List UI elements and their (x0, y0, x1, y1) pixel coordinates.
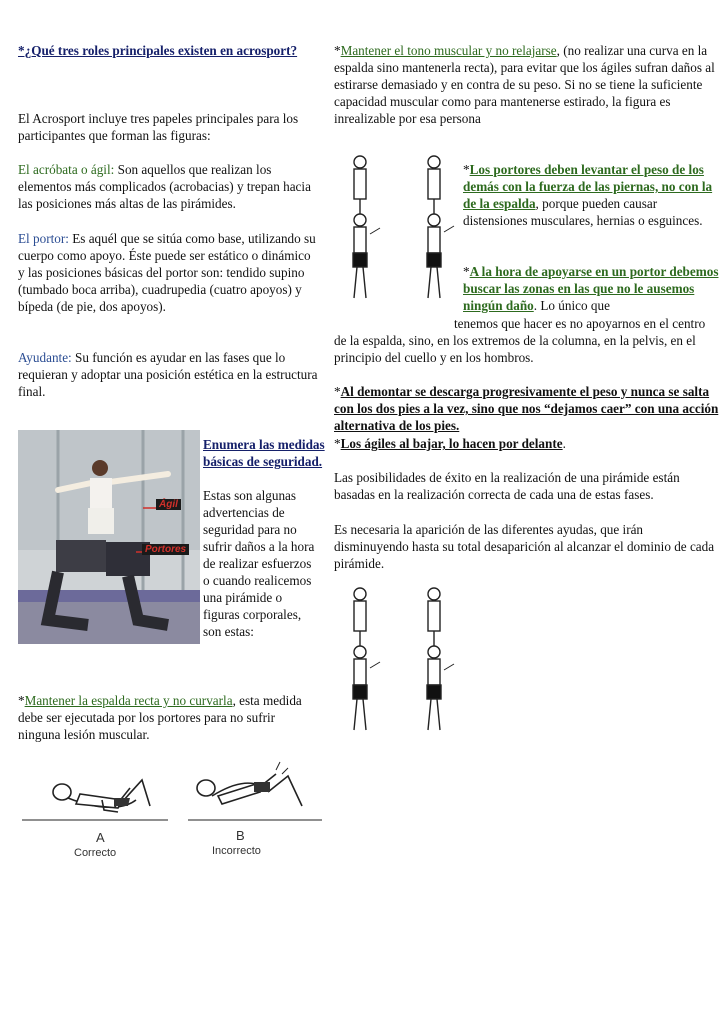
tono-paragraph (334, 42, 720, 127)
portores-label: Los portores deben levantar el peso de los demás con la fuerza de las piernas, no con la de la espalda (463, 162, 713, 211)
acrosport-photo (18, 430, 200, 644)
apoyarse-paragraph (463, 263, 721, 314)
posture-figures-drawing (18, 750, 322, 866)
espalda-paragraph (18, 692, 318, 743)
ayudante-text: Su función es ayudar en las fases que lo requieran y adoptar una posición estética en la estructura final. (18, 350, 318, 399)
figure-b-label: Incorrecto (212, 845, 261, 857)
figure-b-letter: B (236, 828, 245, 843)
balance-figures-bottom-drawing (340, 584, 458, 736)
portores-paragraph (463, 161, 721, 229)
ayudante-label: Ayudante: (18, 350, 72, 365)
ayudante-paragraph (18, 349, 318, 400)
acrobata-paragraph (18, 161, 318, 212)
espalda-star: * (18, 693, 25, 708)
agiles-text: . (562, 436, 566, 451)
enumera-title: Enumera las medidas básicas de seguridad. (203, 437, 325, 469)
balance-figures-top-drawing (340, 152, 458, 304)
demontar-star: * (334, 384, 341, 399)
figure-a-label: Correcto (74, 847, 117, 859)
apoyarse-star: * (463, 264, 470, 279)
balance-figures-top (340, 152, 458, 304)
demontar-paragraph (334, 383, 720, 434)
espalda-text: , esta medida debe ser ejecutada por los portores para no sufrir ninguna lesión muscular. (18, 693, 302, 742)
tono-label: Mantener el tono muscular y no relajarse (340, 43, 557, 58)
tono-text: , (no realizar una curva en la espalda sino mantenerla recta), para evitar que los ágiles sufran daños al estirarse demasiado y en contra de su peso. Si no se tiene la suficiente capacidad muscular como para mantenerse estirado, la figura es inrealizable por esa persona (334, 43, 715, 126)
apoyarse-continuation: tenemos que hacer es no apoyarnos en el centro de la espalda, sino, en los extremos de la columna, en la pelvis, en el principio del cuello y en los hombros. (334, 316, 706, 365)
acrosport-photo-drawing (18, 430, 200, 644)
apoyarse-text: . Lo único que (533, 298, 610, 313)
enumera-text: Estas son algunas advertencias de seguridad para no sufrir daños a la hora de realizar esfuerzos o cuando realicemos una pirámide o figuras corporales, son estas: (203, 488, 315, 639)
question-heading: *¿Qué tres roles principales existen en acrosport? (18, 43, 298, 58)
agiles-star: * (334, 436, 341, 451)
portor-label: El portor: (18, 231, 69, 246)
exito-paragraph: Las posibilidades de éxito en la realización de una pirámide están basadas en la realización correcta de cada una de estas fases. (334, 470, 680, 502)
acrobata-label: El acróbata o ágil: (18, 162, 115, 177)
portores-star: * (463, 162, 470, 177)
posture-figures (18, 750, 322, 866)
agiles-label: Los ágiles al bajar, lo hacen por delante (340, 436, 563, 451)
apoyarse-label: A la hora de apoyarse en un portor debemos buscar las zonas en las que no le ausemos ningún daño (463, 264, 719, 313)
intro-paragraph: El Acrosport incluye tres papeles principales para los participantes que forman las figuras: (18, 111, 299, 143)
demontar-label: Al demontar se descarga progresivamente el peso y nunca se salta con los dos pies a la vez, sino que nos “dejamos caer” con una acción alternativa de los pies. (334, 384, 719, 433)
balance-figures-bottom (340, 584, 458, 736)
espalda-label: Mantener la espalda recta y no curvarla (24, 693, 233, 708)
figure-a-letter: A (96, 830, 105, 845)
portor-paragraph (18, 230, 318, 315)
photo-label-agil: Ágil (156, 499, 181, 510)
portores-text: , porque pueden causar distensiones musculares, hernias o esguinces. (463, 196, 703, 228)
acrobata-text: Son aquellos que realizan los elementos más complicados (acrobacias) y trepan hacia las posiciones más altas de las pirámides. (18, 162, 311, 211)
photo-label-portores: Portores (142, 544, 189, 555)
portor-text: Es aquél que se sitúa como base, utilizando su cuerpo como apoyo. Éste puede ser estático o dinámico y las posiciones básicas del portor son: tendido supino (tumbado boca arriba), cuadrupedia (cuatro apoyos) y bípeda (de pie, dos apoyos). (18, 231, 316, 314)
agiles-paragraph (334, 435, 720, 452)
tono-star: * (334, 43, 341, 58)
ayudas-paragraph: Es necesaria la aparición de las diferentes ayudas, que irán disminuyendo hasta su total desaparición al alcanzar el dominio de cada pirámide. (334, 522, 715, 571)
